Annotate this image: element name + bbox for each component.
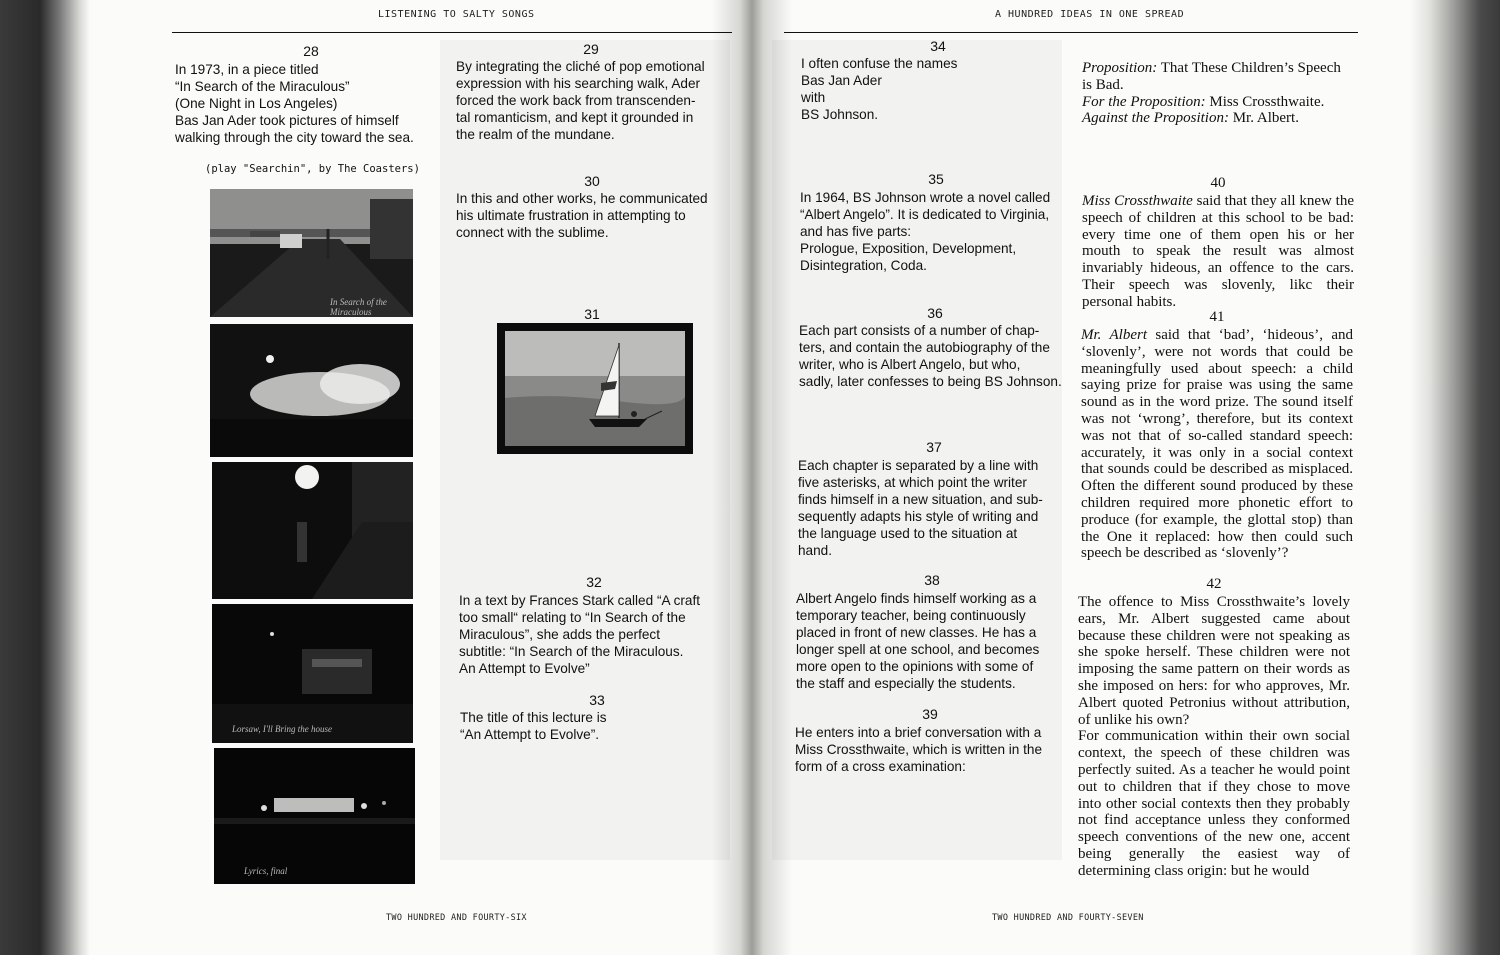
entry-number: 41	[1209, 309, 1225, 325]
entry-text: Each part consists of a number of chap- ters, and contain the autobiography of the writer, who is Albert Angelo, but who, sadly, later confesses to being BS Johnson.	[799, 323, 1062, 389]
entry-text: The offence to Miss Crossthwaite’s lovely ears, Mr. Albert suggested came about because these children were not speaking as she spoke herself. These children were not imposing the same pattern on their words as she imposed on hers: for who approves, Mr. Albert quoted Petronius without attribution, of unlike his own? For communication within their own social context, the speech of these children was perfectly suited. As a teacher he would point out to children that if they chose to move into other social contexts then they probably not find acceptance unless they conformed speech conventions of the new one, accent being generally the easiest way of determining class origin: but he would	[1078, 594, 1350, 879]
entry-number: 32	[586, 574, 602, 590]
against-label: Against the Proposition:	[1082, 110, 1229, 127]
photo-street-night	[210, 189, 413, 317]
book-edge-right	[1410, 0, 1500, 955]
running-head: A HUNDRED IDEAS IN ONE SPREAD	[995, 9, 1185, 20]
entry-text: In a text by Frances Stark called “A craft too small“ relating to “In Search of the Miraculous”, she adds the perfect subtitle: “In Search of the Miraculous. An Attempt to Evolve”	[459, 593, 701, 676]
page-footer: TWO HUNDRED AND FOURTY-SIX	[386, 913, 527, 923]
entry-number: 40	[1210, 175, 1226, 191]
entry-number: 42	[1206, 576, 1222, 592]
entry-number: 30	[584, 173, 600, 189]
entry-number: 39	[922, 706, 938, 722]
entry-text: Each chapter is separated by a line with five asterisks, at which point the writer finds himself in a new situation, and sub- sequently adapts his style of writing and the language used to the situation at hand.	[798, 458, 1043, 558]
proposition-text: That These Children’s Speech is Bad.	[1082, 60, 1341, 93]
against-name: Mr. Albert.	[1232, 110, 1299, 127]
right-page	[752, 0, 1500, 955]
entry-text: The title of this lecture is “An Attempt to Evolve”.	[460, 710, 607, 742]
speaker-name: Mr. Albert	[1081, 327, 1148, 343]
photo-caption: Lyrics, final	[244, 866, 288, 876]
photo-bright-lights	[210, 324, 413, 457]
entry-number: 38	[924, 572, 940, 588]
photo-night-highway	[214, 748, 415, 884]
entry-number: 36	[927, 305, 943, 321]
header-rule	[784, 32, 1358, 33]
entry-text	[1081, 327, 1353, 562]
photo-dark-building	[212, 604, 413, 743]
entry-text: In this and other works, he communicated his ultimate frustration in attempting to connect with the sublime.	[456, 191, 708, 240]
running-head: LISTENING TO SALTY SONGS	[378, 9, 535, 20]
photo-caption: Lorsaw, I'll Bring the house	[232, 724, 333, 734]
entry-number: 31	[584, 306, 600, 322]
entry-number: 35	[928, 171, 944, 187]
entry-number: 37	[926, 439, 942, 455]
entry-text: In 1973, in a piece titled “In Search of the Miraculous” (One Night in Los Angeles) Bas Jan Ader took pictures of himself walking through the city toward the sea.	[175, 62, 414, 145]
play-note: (play "Searchin", by The Coasters)	[205, 163, 420, 175]
photo-streetlight	[212, 462, 413, 599]
entry-text: By integrating the cliché of pop emotional expression with his searching walk, Ader forced the work back from transcenden- tal romanticism, and kept it grounded in the realm of the mundane.	[456, 59, 705, 142]
for-label: For the Proposition:	[1082, 93, 1206, 110]
entry-body: said that ‘bad’, ‘hideous’, and ‘slovenly’, were not words that could be meaningfully used about speech: a child saying prize for praise was using the same sound as in the word prize. The sound itself was not ‘wrong’, therefore, but its context was not that of so-called standard speech: accurately, it was only in a social context that sounds could be described as misplaced. Often the different sound produced by these children required more phonetic effort to produce (for example, the glottal stop) than the One it replaced: how then could such speech be described as ‘slovenly’?	[1081, 327, 1353, 562]
proposition-label: Proposition:	[1082, 60, 1158, 76]
entry-number: 33	[589, 692, 605, 708]
book-edge-left	[0, 0, 90, 955]
entry-text: In 1964, BS Johnson wrote a novel called “Albert Angelo”. It is dedicated to Virginia, and has five parts: Prologue, Exposition, Development, Disintegration, Coda.	[800, 190, 1051, 273]
entry-text: He enters into a brief conversation with a Miss Crossthwaite, which is written in the form of a cross examination:	[795, 725, 1043, 774]
entry-body: said that they all knew the speech of children at this school to be bad: every time one of them open his or her mouth to speak the result was almost invariably hideous, an offence to the cars. Their speech was slovenly, likc their personal habits.	[1082, 193, 1355, 310]
entry-text	[1082, 193, 1354, 311]
proposition-block	[1082, 60, 1354, 127]
photo-caption: In Search of the Miraculous	[330, 297, 387, 317]
speaker-name: Miss Crossthwaite	[1082, 193, 1193, 209]
entry-text: I often confuse the names Bas Jan Ader with BS Johnson.	[801, 56, 958, 122]
page-footer: TWO HUNDRED AND FOURTY-SEVEN	[992, 913, 1144, 923]
for-name: Miss Crossthwaite.	[1209, 93, 1325, 110]
entry-number: 34	[930, 38, 946, 54]
sailboat-photo	[497, 323, 693, 454]
entry-number: 28	[303, 43, 319, 59]
entry-text: Albert Angelo finds himself working as a temporary teacher, being continuously placed in front of new classes. He has a longer spell at one school, and becomes more open to the opinions with some of the staff and especially the students.	[796, 591, 1040, 691]
entry-number: 29	[583, 41, 599, 57]
header-rule	[172, 32, 732, 33]
